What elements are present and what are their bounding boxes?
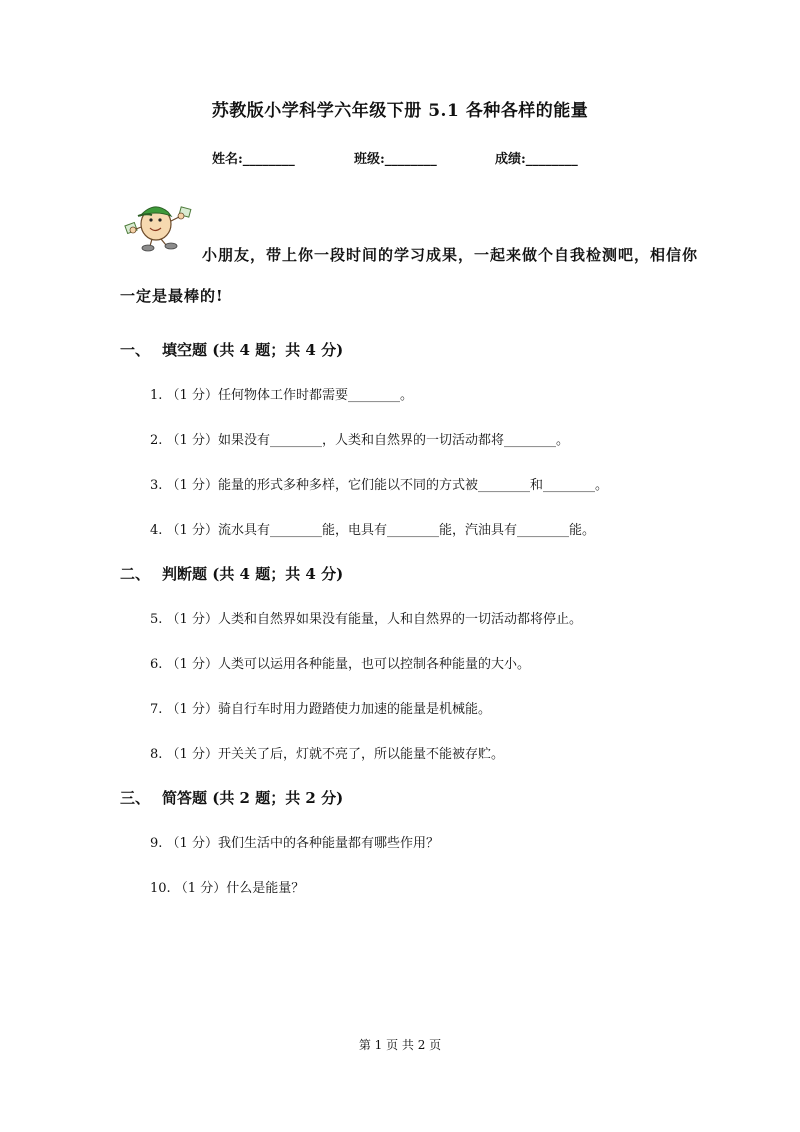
question-item: 7. （1 分）骑自行车时用力蹬踏使力加速的能量是机械能。	[150, 702, 491, 717]
question-item: 6. （1 分）人类可以运用各种能量，也可以控制各种能量的大小。	[150, 657, 530, 672]
section-title: 填空题 (共 4 题；共 4 分)	[162, 341, 344, 359]
score-field: 成绩:________	[495, 152, 578, 167]
page-footer: 第 1 页 共 2 页	[358, 1038, 442, 1052]
intro-text-line1: 小朋友，带上你一段时间的学习成果，一起来做个自我检测吧，相信你	[202, 246, 699, 264]
question-item: 2. （1 分）如果没有________，人类和自然界的一切活动都将________。	[150, 433, 569, 448]
section-number: 三、	[120, 789, 151, 807]
question-item: 5. （1 分）人类和自然界如果没有能量，人和自然界的一切活动都将停止。	[150, 612, 582, 627]
question-item: 9. （1 分）我们生活中的各种能量都有哪些作用？	[150, 836, 439, 851]
section-heading-short-answer	[120, 787, 343, 808]
section-title: 判断题 (共 4 题；共 4 分)	[162, 565, 344, 583]
question-item: 4. （1 分）流水具有________能，电具有________能，汽油具有________能。	[150, 523, 595, 538]
section-heading-fill-blank	[120, 339, 343, 360]
question-item: 3. （1 分）能量的形式多种多样，它们能以不同的方式被________和________。	[150, 478, 608, 493]
class-field: 班级:________	[354, 152, 437, 167]
question-item: 1. （1 分）任何物体工作时都需要________。	[150, 388, 413, 403]
question-item: 8. （1 分）开关关了后，灯就不亮了，所以能量不能被存贮。	[150, 747, 504, 762]
name-field: 姓名:________	[212, 152, 295, 167]
page-title: 苏教版小学科学六年级下册 5.1 各种各样的能量	[211, 101, 589, 121]
intro-text-line2: 一定是最棒的!	[120, 287, 224, 305]
section-heading-true-false	[120, 563, 343, 584]
question-item: 10. （1 分）什么是能量？	[150, 881, 305, 896]
cartoon-mascot-icon	[124, 196, 198, 254]
section-number: 一、	[120, 341, 151, 359]
section-number: 二、	[120, 565, 151, 583]
section-title: 简答题 (共 2 题；共 2 分)	[162, 789, 344, 807]
